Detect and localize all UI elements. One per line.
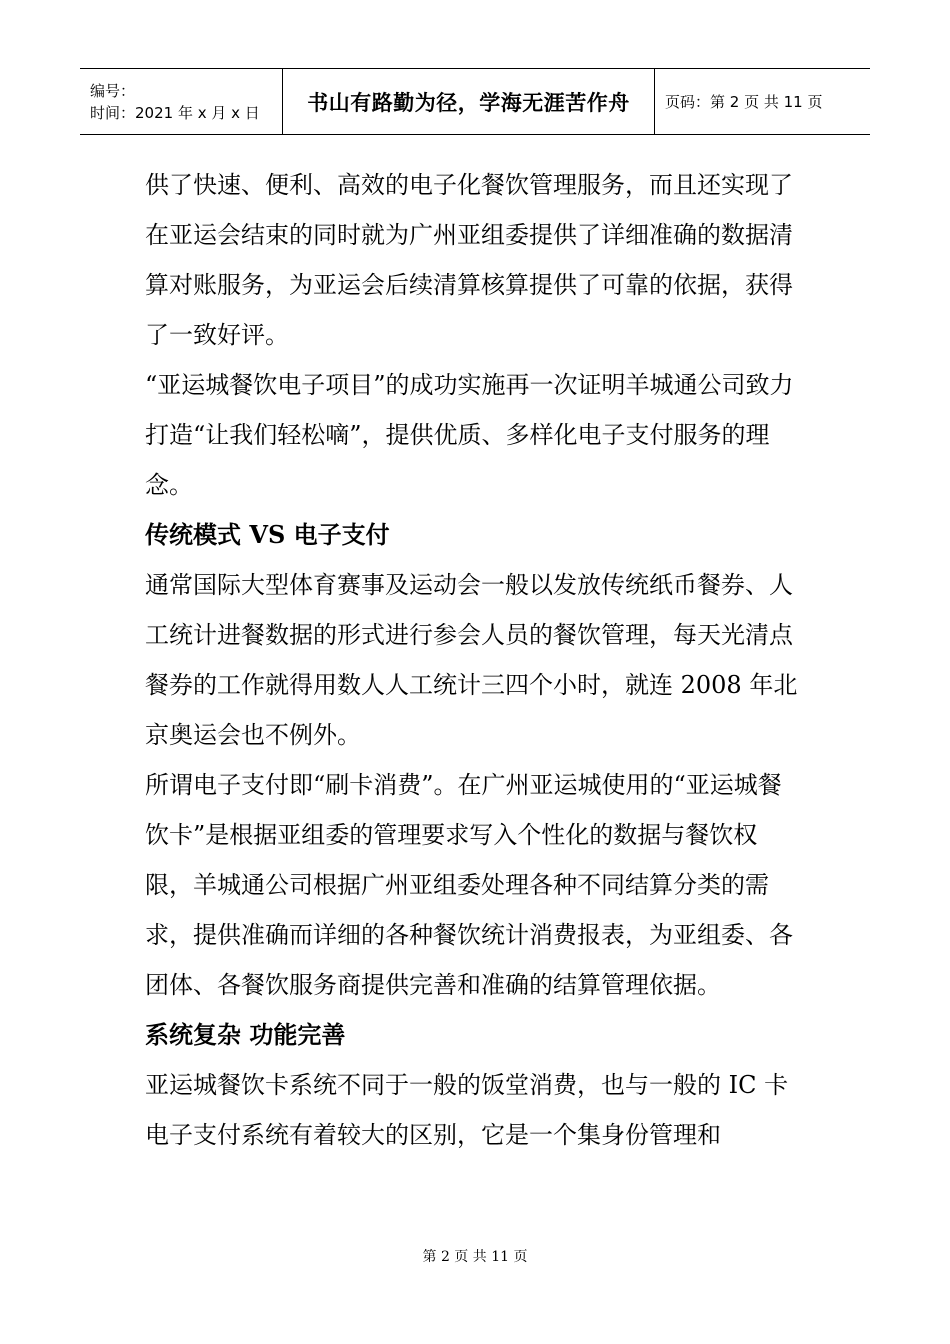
document-number-label: 编号： xyxy=(90,81,136,100)
page-footer: 第 2 页 共 11 页 xyxy=(422,1249,528,1265)
header-motto: 书山有路勤为径，学海无涯苦作舟 xyxy=(283,69,655,134)
header-meta xyxy=(80,69,283,134)
paragraph-3: 通常国际大型体育赛事及运动会一般以发放传统纸币餐券、人工统计进餐数据的形式进行参会人员的餐饮管理，每天光清点餐券的工作就得用数人人工统计三四个小时，就连 2008 年北京奥运会也不例外。 xyxy=(145,571,798,749)
page-header xyxy=(80,68,870,135)
document-time-label: 时间：2021 年 x 月 x 日 xyxy=(90,103,260,122)
paragraph-5: 亚运城餐饮卡系统不同于一般的饭堂消费，也与一般的 IC 卡电子支付系统有着较大的区别，它是一个集身份管理和 xyxy=(145,1071,789,1149)
header-page-info: 页码：第 2 页 共 11 页 xyxy=(665,93,823,111)
paragraph-1: 供了快速、便利、高效的电子化餐饮管理服务，而且还实现了在亚运会结束的同时就为广州亚组委提供了详细准确的数据清算对账服务，为亚运会后续清算核算提供了可靠的依据，获得了一致好评。 xyxy=(145,171,793,349)
section-heading-2: 系统复杂 功能完善 xyxy=(145,1020,346,1049)
document-body xyxy=(145,160,805,1160)
section-heading-1: 传统模式 VS 电子支付 xyxy=(145,520,390,549)
paragraph-4: 所谓电子支付即“刷卡消费”。在广州亚运城使用的“亚运城餐饮卡”是根据亚组委的管理要求写入个性化的数据与餐饮权限，羊城通公司根据广州亚组委处理各种不同结算分类的需求，提供准确而详细的各种餐饮统计消费报表，为亚组委、各团体、各餐饮服务商提供完善和准确的结算管理依据。 xyxy=(145,771,793,999)
paragraph-2: “亚运城餐饮电子项目”的成功实施再一次证明羊城通公司致力打造“让我们轻松嘀”，提供优质、多样化电子支付服务的理念。 xyxy=(145,371,794,499)
